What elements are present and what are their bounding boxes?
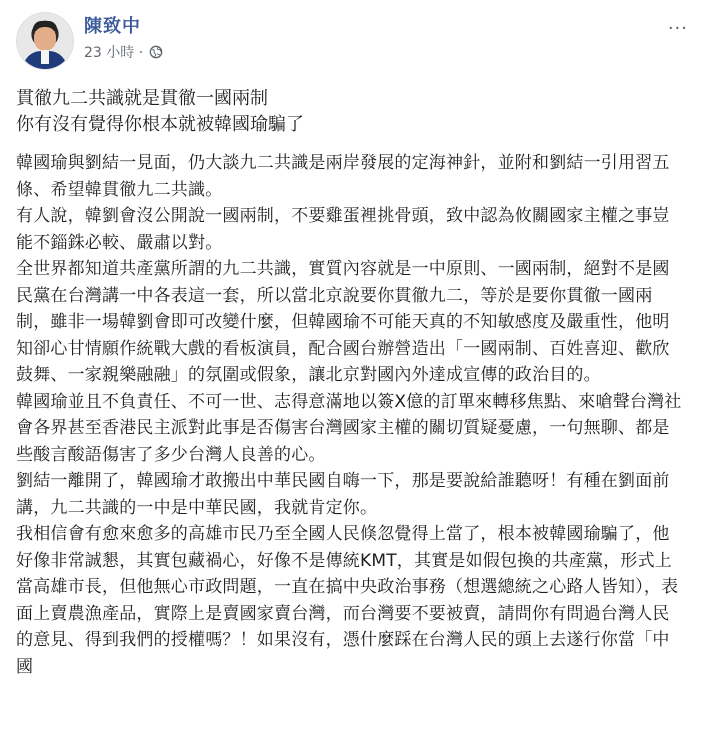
avatar-shirt xyxy=(41,50,49,64)
more-options-icon[interactable]: ··· xyxy=(667,18,688,39)
post-paragraph: 有人說，韓劉會沒公開說一國兩制，不要雞蛋裡挑骨頭，致中認為攸關國家主權之事豈能不錙銖必較、嚴肅以對。 xyxy=(16,206,670,253)
post-headline xyxy=(16,86,686,138)
author-name[interactable]: 陳致中 xyxy=(84,16,141,37)
avatar-face xyxy=(34,27,56,51)
avatar[interactable] xyxy=(16,12,74,70)
headline-line: 你有沒有覺得你根本就被韓國瑜騙了 xyxy=(16,114,304,135)
post-paragraph: 全世界都知道共產黨所謂的九二共識，實質內容就是一中原則、一國兩制，絕對不是國民黨在台灣講一中各表這一套，所以當北京說要你貫徹九二，等於是要你貫徹一國兩制，雖非一場韓劉會即可改變什麼，但韓國瑜不可能天真的不知敏感度及嚴重性，他明知卻心甘情願作統戰大戲的看板演員，配合國台辦營造出「一國兩制、百姓喜迎、歡欣鼓舞、一家親樂融融」的氛圍或假象，讓北京對國內外達成宣傳的政治目的。 xyxy=(16,259,670,385)
post-meta xyxy=(84,42,163,62)
post-timestamp[interactable]: 23 小時 · xyxy=(84,45,144,61)
headline-line: 貫徹九二共識就是貫徹一國兩制 xyxy=(16,88,268,109)
post-header xyxy=(16,10,688,74)
globe-icon[interactable] xyxy=(149,45,163,59)
post-body xyxy=(16,150,686,680)
post-paragraph: 韓國瑜與劉結一見面，仍大談九二共識是兩岸發展的定海神針，並附和劉結一引用習五條、希望韓貫徹九二共識。 xyxy=(16,153,670,200)
post-paragraph: 劉結一離開了，韓國瑜才敢搬出中華民國自嗨一下，那是要說給誰聽呀！有種在劉面前講，九二共識的一中是中華民國，我就肯定你。 xyxy=(16,471,670,518)
post-paragraph: 韓國瑜並且不負責任、不可一世、志得意滿地以簽X億的訂單來轉移焦點、來嗆聲台灣社會各界甚至香港民主派對此事是否傷害台灣國家主權的關切質疑憂慮，一句無聊、都是些酸言酸語傷害了多少台灣人良善的心。 xyxy=(16,391,682,465)
post-paragraph: 我相信會有愈來愈多的高雄市民乃至全國人民倏忽覺得上當了，根本被韓國瑜騙了，他好像非常誠懇，其實包藏禍心，好像不是傳統KMT，其實是如假包換的共產黨，形式上當高雄市長，但他無心市政問題，一直在搞中央政治事務（想選總統之心路人皆知），表面上賣農漁產品，實際上是賣國家賣台灣，而台灣要不要被賣，請問你有問過台灣人民的意見、得到我們的授權嗎？！如果沒有，憑什麼踩在台灣人民的頭上去遂行你當「中國 xyxy=(16,524,679,677)
